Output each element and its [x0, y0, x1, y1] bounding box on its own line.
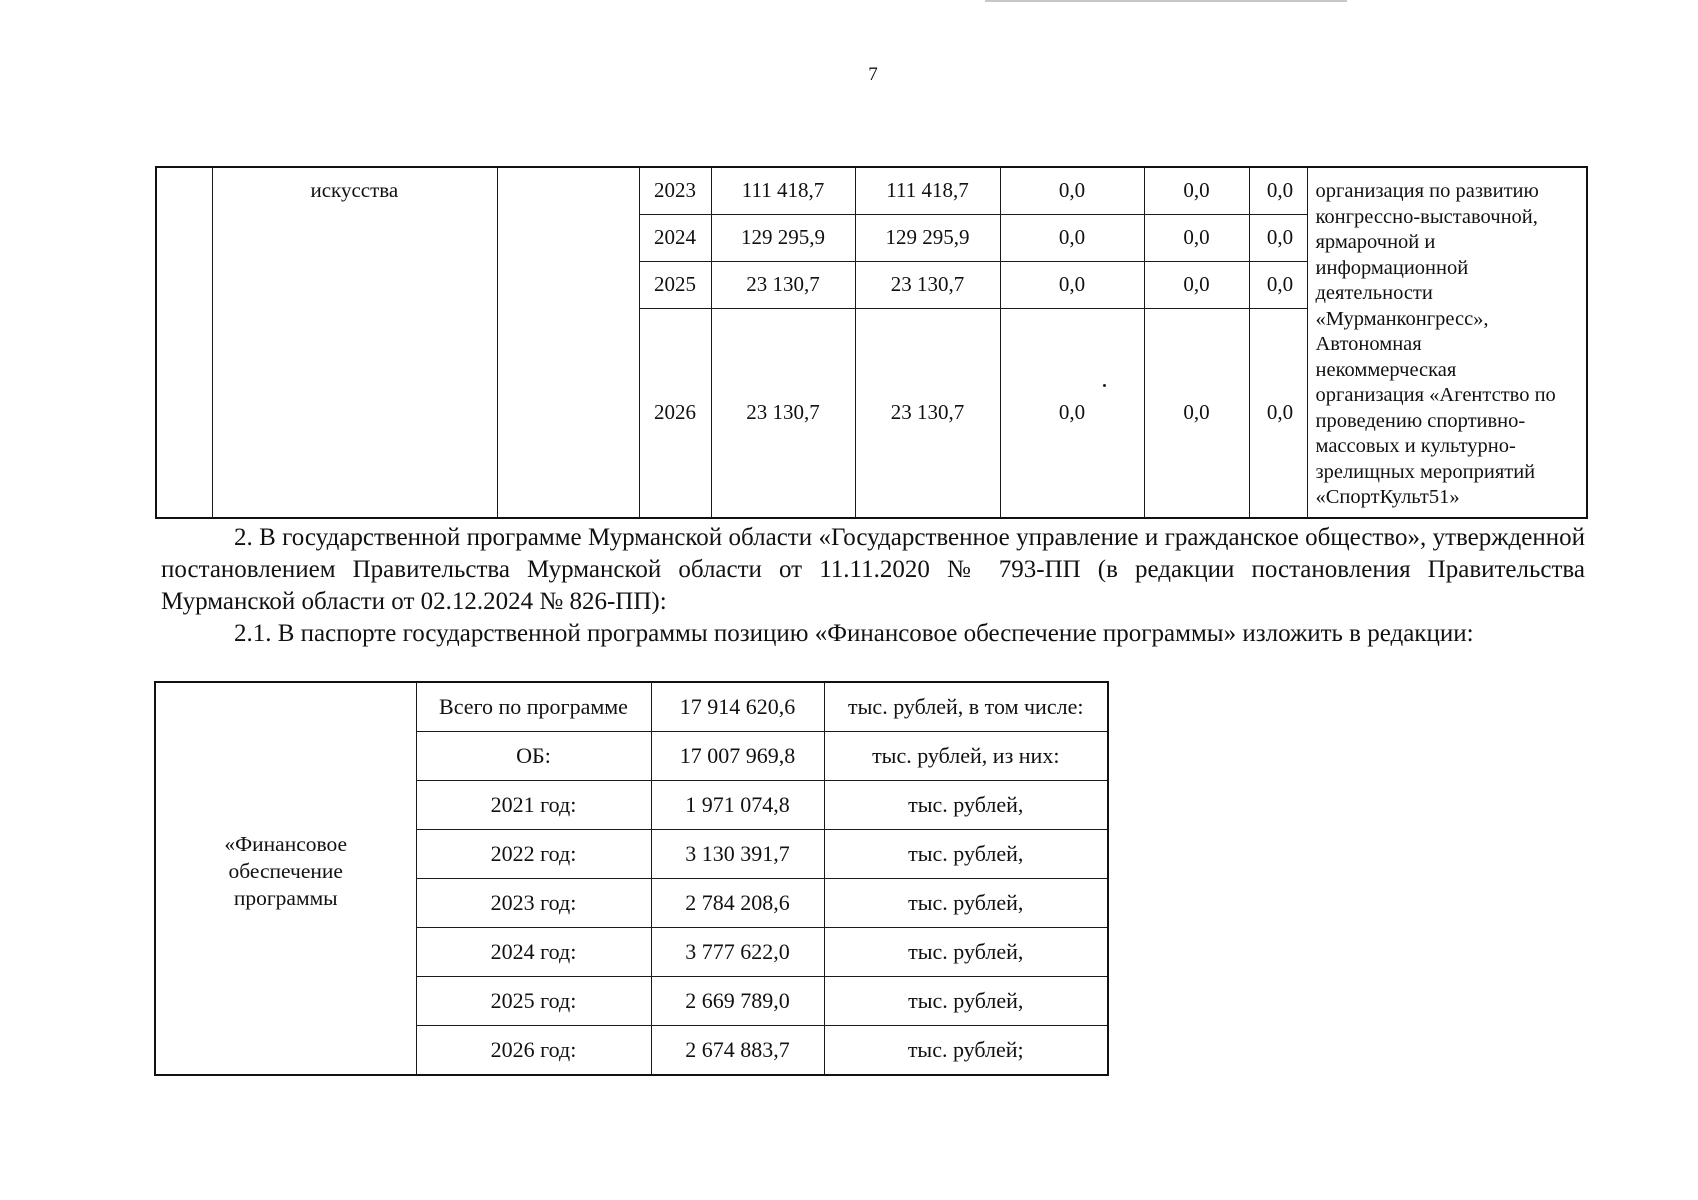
value-cell: 0,0 [1144, 215, 1249, 262]
activity-name-cell: искусства [212, 167, 497, 518]
value-cell: 0,0 [1000, 167, 1144, 215]
finance-row-value: 1 971 074,8 [651, 781, 824, 830]
value-cell: 0,0 [1000, 309, 1144, 519]
executor-line: организация «Агентство по [1315, 384, 1556, 406]
finance-label-line: программы [233, 885, 338, 910]
budget-cell: 23 130,7 [855, 309, 1000, 519]
executor-line: «СпортКульт51» [1315, 486, 1460, 508]
table-row [156, 167, 1587, 215]
value-cell: 0,0 [1249, 262, 1307, 309]
finance-row-unit: тыс. рублей, [824, 781, 1108, 830]
finance-row-unit: тыс. рублей, [824, 830, 1108, 879]
finance-row-value: 17 914 620,6 [651, 682, 824, 732]
finance-row-unit: тыс. рублей, [824, 977, 1108, 1026]
finance-label-line: «Финансовое [224, 832, 348, 857]
executor-line: ярмарочной и [1315, 231, 1436, 253]
finance-row-value: 2 669 789,0 [651, 977, 824, 1026]
total-cell: 23 130,7 [711, 309, 855, 519]
finance-row-unit: тыс. рублей, [824, 879, 1108, 928]
finance-label-line: обеспечение [228, 859, 343, 884]
finance-row-unit: тыс. рублей, из них: [824, 732, 1108, 781]
executor-line: проведению спортивно- [1315, 409, 1526, 432]
year-cell: 2024 [639, 215, 711, 262]
value-cell: 0,0 [1249, 215, 1307, 262]
executor-line: организация по развитию [1315, 180, 1539, 202]
value-cell: 0,0 [1000, 215, 1144, 262]
table-row [155, 682, 1108, 732]
total-cell: 111 418,7 [711, 167, 855, 215]
finance-row-unit: тыс. рублей, в том числе: [824, 682, 1108, 732]
executor-line: Автономная [1315, 333, 1422, 355]
year-cell: 2023 [639, 167, 711, 215]
finance-row-label: 2026 год: [416, 1026, 651, 1076]
total-cell: 129 295,9 [711, 215, 855, 262]
finance-row-unit: тыс. рублей, [824, 928, 1108, 977]
empty-cell [497, 167, 639, 518]
finance-label-cell [155, 682, 416, 1075]
finance-row-label: 2024 год: [416, 928, 651, 977]
page-number: 7 [868, 64, 878, 85]
executor-line: конгрессно-выставочной, [1315, 205, 1538, 228]
value-cell: 0,0 [1144, 309, 1249, 519]
finance-row-value: 17 007 969,8 [651, 732, 824, 781]
amendment-paragraph-2 [161, 522, 1585, 618]
budget-cell: 23 130,7 [855, 262, 1000, 309]
value-cell: 0,0 [1144, 262, 1249, 309]
finance-row-value: 2 674 883,7 [651, 1026, 824, 1076]
executor-line: «Мурманконгресс», [1315, 307, 1489, 330]
finance-row-label: 2023 год: [416, 879, 651, 928]
finance-row-value: 2 784 208,6 [651, 879, 824, 928]
executor-line: зрелищных мероприятий [1315, 460, 1536, 483]
executor-line: некоммерческая [1315, 358, 1457, 381]
finance-row-label: 2022 год: [416, 830, 651, 879]
budget-cell: 111 418,7 [855, 167, 1000, 215]
budget-cell: 129 295,9 [855, 215, 1000, 262]
finance-row-value: 3 130 391,7 [651, 830, 824, 879]
scan-artifact-line [985, 0, 1347, 2]
finance-table [154, 681, 1109, 1076]
value-cell: 0,0 [1249, 309, 1307, 519]
executor-cell [1307, 167, 1587, 518]
finance-row-unit: тыс. рублей; [824, 1026, 1108, 1076]
executor-line: деятельности [1315, 282, 1433, 304]
finance-row-value: 3 777 622,0 [651, 928, 824, 977]
executor-line: массовых и культурно- [1315, 435, 1516, 457]
year-cell: 2026 [639, 309, 711, 519]
amendment-paragraph-2-1-text: 2.1. В паспорте государственной программы позицию «Финансовое обеспечение программы» изложить в редакции: [234, 620, 1474, 647]
amendment-paragraph-2-text: 2. В государственной программе Мурманской области «Государственное управление и гражданское общество», утвержденной постановлением Правительства Мурманской области от 11.11.2020 № 793-ПП (в редакции постановления Правительства Мурманской области от 02.12.2024 № 826-ПП): [161, 524, 1585, 615]
finance-row-label: 2025 год: [416, 977, 651, 1026]
finance-row-label: Всего по программе [416, 682, 651, 732]
value-cell: 0,0 [1000, 262, 1144, 309]
value-cell: 0,0 [1249, 167, 1307, 215]
finance-row-label: 2021 год: [416, 781, 651, 830]
index-cell [156, 167, 212, 518]
total-cell: 23 130,7 [711, 262, 855, 309]
value-cell: 0,0 [1144, 167, 1249, 215]
amendment-paragraph-2-1 [161, 618, 1585, 650]
program-activities-table [155, 166, 1588, 519]
executor-line: информационной [1315, 256, 1469, 279]
year-cell: 2025 [639, 262, 711, 309]
finance-row-label: ОБ: [416, 732, 651, 781]
scan-speck [1103, 384, 1106, 387]
